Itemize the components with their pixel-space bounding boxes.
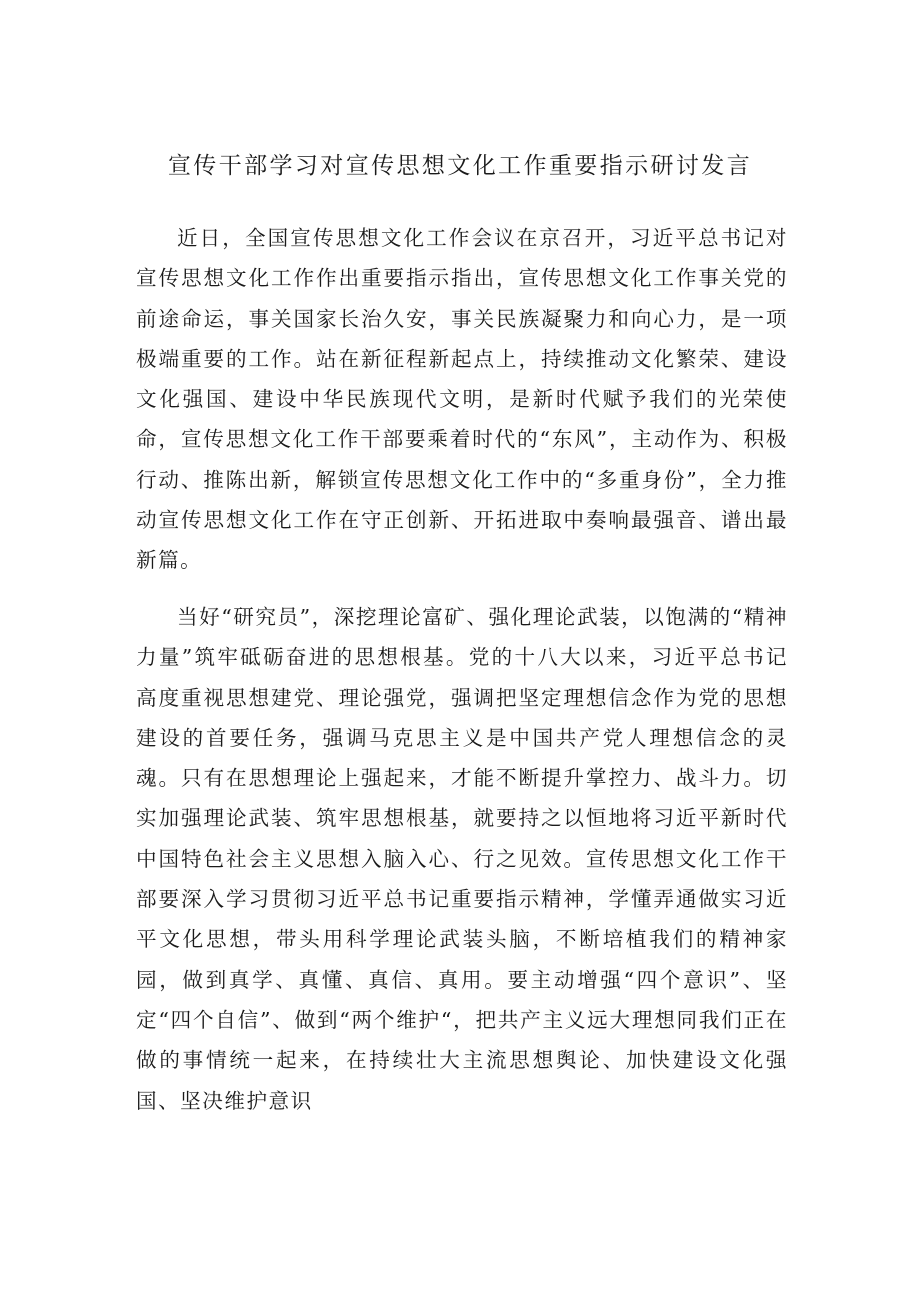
document-title: 宣传干部学习对宣传思想文化工作重要指示研讨发言: [167, 153, 753, 179]
paragraph-researcher: 当好“研究员”，深挖理论富矿、强化理论武装，以饱满的“精神力量”筑牢砥砺奋进的思想根基。党的十八大以来，习近平总书记高度重视思想建党、理论强党，强调把坚定理想信念作为党的思想建设的首要任务，强调马克思主义是中国共产党人理想信念的灵魂。只有在思想理论上强起来，才能不断提升掌控力、战斗力。切实加强理论武装、筑牢思想根基，就要持之以恒地将习近平新时代中国特色社会主义思想入脑入心、行之见效。宣传思想文化工作干部要深入学习贯彻习近平总书记重要指示精神，学懂弄通做实习近平文化思想，带头用科学理论武装头脑，不断培植我们的精神家园，做到真学、真懂、真信、真用。要主动增强“四个意识”、坚定“四个自信”、做到“两个维护“，把共产主义远大理想同我们正在做的事情统一起来，在持续壮大主流思想舆论、加快建设文化强国、坚决维护意识: [136, 605, 788, 1113]
paragraph-intro: 近日，全国宣传思想文化工作会议在京召开，习近平总书记对宣传思想文化工作作出重要指示指出，宣传思想文化工作事关党的前途命运，事关国家长治久安，事关民族凝聚力和向心力，是一项极端重要的工作。站在新征程新起点上，持续推动文化繁荣、建设文化强国、建设中华民族现代文明，是新时代赋予我们的光荣使命，宣传思想文化工作干部要乘着时代的“东风”，主动作为、积极行动、推陈出新，解锁宣传思想文化工作中的“多重身份”，全力推动宣传思想文化工作在守正创新、开拓进取中奏响最强音、谱出最新篇。: [136, 226, 788, 573]
